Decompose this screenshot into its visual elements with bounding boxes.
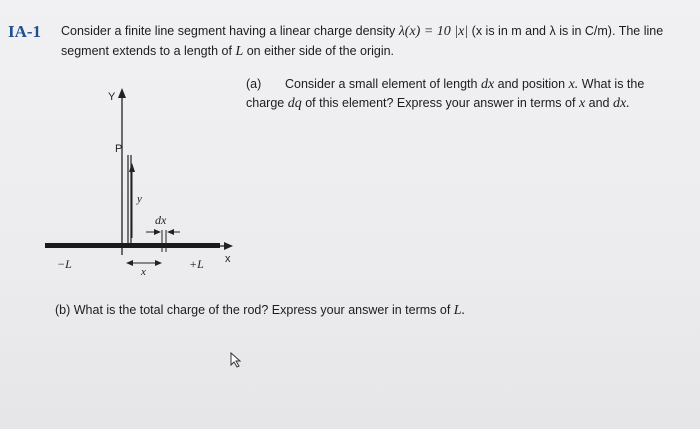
dx-arrowhead-left <box>154 229 161 235</box>
y-distance-label: y <box>137 193 142 205</box>
x-variable: x <box>578 96 586 111</box>
x-axis-arrowhead <box>224 242 233 250</box>
charge-density-equation: λ(x) = 10 |x| <box>398 24 469 39</box>
mouse-cursor-icon <box>229 352 245 368</box>
units-note: (x is in m and λ is in C/m). <box>471 24 616 38</box>
statement-text-2: segment extends to a length of <box>61 44 232 58</box>
charged-rod <box>45 243 220 248</box>
statement-text-3: on either side of the origin. <box>246 44 395 58</box>
point-p-label: P <box>115 143 123 155</box>
x-position-label: x <box>141 266 146 278</box>
dx-variable: dx <box>480 77 495 92</box>
y-axis-label: Y <box>108 91 116 103</box>
y-distance-arrowhead <box>129 163 135 172</box>
length-variable: L <box>235 44 244 59</box>
x-position-arrowhead <box>155 260 162 266</box>
x-axis-label: x <box>225 253 231 265</box>
x-variable: x. <box>568 77 579 92</box>
dx-arrowhead-right <box>167 229 174 235</box>
part-b-text: (b) What is the total charge of the rod? Express your answer in terms of <box>55 303 451 317</box>
dq-variable: dq <box>287 96 302 111</box>
statement-text: Consider a finite line segment having a linear charge density <box>61 24 396 38</box>
part-a-text: What is the <box>581 77 645 91</box>
part-a-text: and <box>588 96 610 110</box>
length-variable: L. <box>453 303 466 318</box>
part-a-text: Consider a small element of length <box>285 77 478 91</box>
x-position-arrowtail <box>126 260 133 266</box>
problem-id: IA-1 <box>8 22 42 41</box>
plus-l-label: +L <box>189 257 204 271</box>
part-a-label: (a) <box>246 77 262 91</box>
part-b-question <box>55 303 465 319</box>
dx-variable: dx. <box>613 96 630 111</box>
part-a-text: charge <box>246 96 285 110</box>
dx-label: dx <box>155 213 167 227</box>
minus-l-label: −L <box>57 257 72 271</box>
statement-tail: The line <box>618 24 664 38</box>
part-a-text: and position <box>497 77 566 91</box>
part-a-text: of this element? Express your answer in terms of <box>305 96 576 110</box>
y-axis-arrowhead <box>118 88 126 98</box>
